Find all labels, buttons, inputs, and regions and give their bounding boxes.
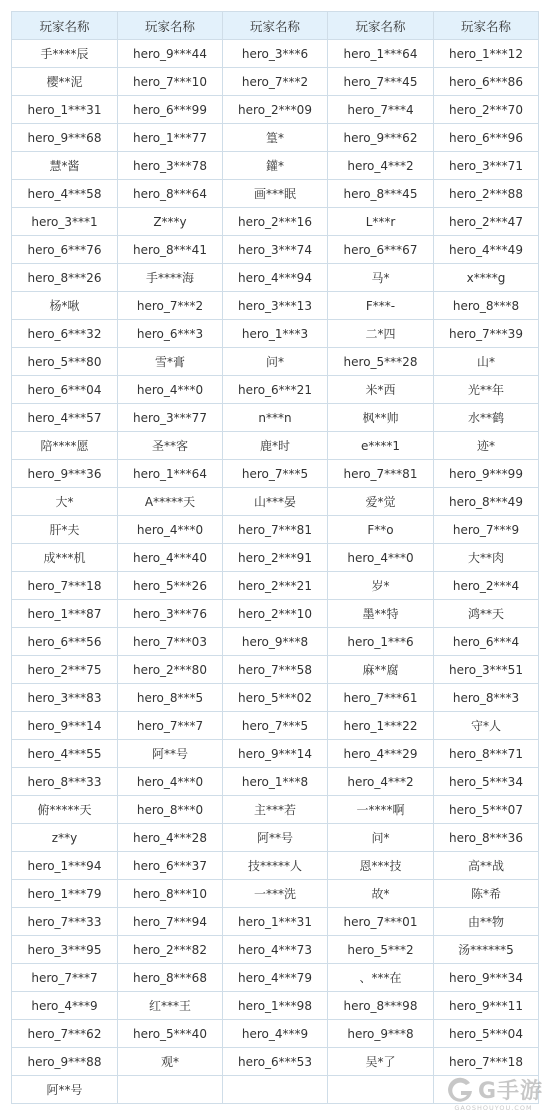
- player-name-cell: hero_5***28: [328, 348, 434, 376]
- player-name-cell: hero_3***13: [223, 292, 328, 320]
- player-name-cell: hero_2***10: [223, 600, 328, 628]
- player-name-cell: 山***晏: [223, 488, 328, 516]
- player-name-cell: 观*: [118, 1048, 223, 1076]
- player-name-cell: 二*四: [328, 320, 434, 348]
- player-name-cell: hero_6***4: [434, 628, 539, 656]
- player-name-cell: 技*****人: [223, 852, 328, 880]
- table-row: [12, 376, 539, 404]
- player-name-cell: hero_6***3: [118, 320, 223, 348]
- player-name-cell: hero_9***34: [434, 964, 539, 992]
- player-name-cell: hero_1***77: [118, 124, 223, 152]
- player-name-cell: 画***眠: [223, 180, 328, 208]
- player-name-cell: hero_3***74: [223, 236, 328, 264]
- player-name-cell: hero_9***99: [434, 460, 539, 488]
- player-name-cell: hero_4***9: [12, 992, 118, 1020]
- table-body: [12, 40, 539, 1104]
- player-name-cell: hero_5***04: [434, 1020, 539, 1048]
- player-name-cell: 汤******5: [434, 936, 539, 964]
- player-name-cell: hero_9***8: [328, 1020, 434, 1048]
- table-row: [12, 796, 539, 824]
- table-row: [12, 712, 539, 740]
- player-name-cell: hero_2***91: [223, 544, 328, 572]
- player-name-cell: 一***洗: [223, 880, 328, 908]
- column-header: 玩家名称: [118, 12, 223, 40]
- table-row: [12, 152, 539, 180]
- table-row: [12, 516, 539, 544]
- player-name-cell: hero_9***8: [223, 628, 328, 656]
- player-name-cell: hero_3***78: [118, 152, 223, 180]
- player-name-cell: 篁*: [223, 124, 328, 152]
- player-name-cell: hero_8***10: [118, 880, 223, 908]
- player-name-cell: n***n: [223, 404, 328, 432]
- player-name-cell: 大**肉: [434, 544, 539, 572]
- player-name-cell: 杨*啾: [12, 292, 118, 320]
- player-name-cell: 阿**号: [12, 1076, 118, 1104]
- table-row: [12, 740, 539, 768]
- table-row: [12, 404, 539, 432]
- player-name-cell: hero_9***36: [12, 460, 118, 488]
- player-name-cell: 问*: [223, 348, 328, 376]
- player-name-cell: hero_4***0: [118, 376, 223, 404]
- player-name-cell: hero_5***34: [434, 768, 539, 796]
- player-name-cell: hero_6***37: [118, 852, 223, 880]
- table-row: [12, 40, 539, 68]
- player-name-cell: 水**鹤: [434, 404, 539, 432]
- player-name-cell: hero_1***31: [223, 908, 328, 936]
- player-name-cell: hero_7***33: [12, 908, 118, 936]
- player-name-cell: 俯*****天: [12, 796, 118, 824]
- player-name-cell: hero_3***76: [118, 600, 223, 628]
- player-name-cell: 圣**客: [118, 432, 223, 460]
- player-name-cell: hero_9***14: [12, 712, 118, 740]
- player-name-cell: hero_3***51: [434, 656, 539, 684]
- table-row: [12, 292, 539, 320]
- player-name-cell: hero_3***77: [118, 404, 223, 432]
- player-name-cell: 红***王: [118, 992, 223, 1020]
- player-name-cell: 山*: [434, 348, 539, 376]
- table-row: [12, 1048, 539, 1076]
- player-name-cell: 枫**帅: [328, 404, 434, 432]
- player-name-cell: hero_6***53: [223, 1048, 328, 1076]
- player-name-cell: hero_4***94: [223, 264, 328, 292]
- player-name-cell: hero_7***5: [223, 712, 328, 740]
- player-name-cell: 岁*: [328, 572, 434, 600]
- player-name-cell: hero_4***57: [12, 404, 118, 432]
- player-name-cell: hero_8***26: [12, 264, 118, 292]
- player-table-container: [11, 11, 539, 1104]
- player-name-cell: hero_4***9: [223, 1020, 328, 1048]
- table-row: [12, 460, 539, 488]
- player-name-cell: e****1: [328, 432, 434, 460]
- player-name-cell: hero_1***12: [434, 40, 539, 68]
- player-name-cell: hero_1***31: [12, 96, 118, 124]
- player-name-cell: hero_4***2: [328, 768, 434, 796]
- g-logo-icon: [444, 1073, 476, 1105]
- player-name-cell: hero_6***67: [328, 236, 434, 264]
- table-row: [12, 320, 539, 348]
- player-name-cell: hero_4***49: [434, 236, 539, 264]
- player-name-cell: hero_9***62: [328, 124, 434, 152]
- player-name-cell: hero_4***2: [328, 152, 434, 180]
- player-name-cell: F**o: [328, 516, 434, 544]
- player-name-cell: 光**年: [434, 376, 539, 404]
- player-name-cell: hero_4***55: [12, 740, 118, 768]
- player-name-cell: hero_8***36: [434, 824, 539, 852]
- player-name-cell: 恩***技: [328, 852, 434, 880]
- player-name-cell: 肝*夫: [12, 516, 118, 544]
- player-name-cell: hero_1***79: [12, 880, 118, 908]
- player-name-cell: hero_2***47: [434, 208, 539, 236]
- player-name-cell: hero_8***68: [118, 964, 223, 992]
- player-name-cell: hero_7***58: [223, 656, 328, 684]
- player-name-cell: hero_6***96: [434, 124, 539, 152]
- player-name-cell: 高**战: [434, 852, 539, 880]
- watermark-logo-text: G手游: [477, 1078, 543, 1104]
- player-name-cell: hero_6***04: [12, 376, 118, 404]
- player-name-cell: hero_1***3: [223, 320, 328, 348]
- player-name-cell: 陪****愿: [12, 432, 118, 460]
- player-name-cell: 陈*希: [434, 880, 539, 908]
- table-row: [12, 684, 539, 712]
- player-name-cell: hero_7***39: [434, 320, 539, 348]
- column-header: 玩家名称: [223, 12, 328, 40]
- player-name-cell: hero_8***71: [434, 740, 539, 768]
- player-name-cell: [328, 1076, 434, 1104]
- player-name-cell: 慧*酱: [12, 152, 118, 180]
- table-row: [12, 852, 539, 880]
- player-name-cell: hero_1***98: [223, 992, 328, 1020]
- player-name-cell: hero_4***29: [328, 740, 434, 768]
- table-row: [12, 96, 539, 124]
- player-name-cell: hero_5***80: [12, 348, 118, 376]
- player-name-cell: hero_7***81: [223, 516, 328, 544]
- player-name-cell: hero_5***40: [118, 1020, 223, 1048]
- player-name-cell: 一****啊: [328, 796, 434, 824]
- player-name-cell: hero_1***64: [118, 460, 223, 488]
- player-name-cell: hero_7***10: [118, 68, 223, 96]
- player-name-cell: hero_2***82: [118, 936, 223, 964]
- player-name-cell: hero_6***32: [12, 320, 118, 348]
- player-name-cell: hero_7***7: [12, 964, 118, 992]
- player-name-cell: hero_3***83: [12, 684, 118, 712]
- player-name-cell: hero_6***56: [12, 628, 118, 656]
- player-name-cell: 爱*觉: [328, 488, 434, 516]
- player-name-cell: hero_2***21: [223, 572, 328, 600]
- player-name-cell: 麻**腐: [328, 656, 434, 684]
- table-row: [12, 880, 539, 908]
- player-name-cell: 、***在: [328, 964, 434, 992]
- player-name-cell: hero_5***02: [223, 684, 328, 712]
- table-row: [12, 964, 539, 992]
- player-name-cell: hero_5***07: [434, 796, 539, 824]
- player-name-cell: 迹*: [434, 432, 539, 460]
- player-name-cell: hero_3***1: [12, 208, 118, 236]
- player-name-cell: hero_2***70: [434, 96, 539, 124]
- player-name-cell: hero_4***0: [118, 516, 223, 544]
- player-name-cell: hero_1***8: [223, 768, 328, 796]
- player-name-cell: 阿**号: [118, 740, 223, 768]
- player-name-cell: hero_2***16: [223, 208, 328, 236]
- table-row: [12, 236, 539, 264]
- player-name-cell: hero_9***14: [223, 740, 328, 768]
- player-name-cell: 樱**泥: [12, 68, 118, 96]
- player-name-cell: hero_7***9: [434, 516, 539, 544]
- table-row: [12, 656, 539, 684]
- player-name-cell: hero_8***64: [118, 180, 223, 208]
- player-table: [11, 11, 539, 1104]
- player-name-cell: 守*人: [434, 712, 539, 740]
- table-row: [12, 488, 539, 516]
- table-row: [12, 348, 539, 376]
- table-row: [12, 768, 539, 796]
- player-name-cell: 问*: [328, 824, 434, 852]
- player-name-cell: 手****海: [118, 264, 223, 292]
- player-name-cell: z**y: [12, 824, 118, 852]
- player-name-cell: hero_1***6: [328, 628, 434, 656]
- player-name-cell: hero_4***0: [118, 768, 223, 796]
- column-header: 玩家名称: [434, 12, 539, 40]
- player-name-cell: hero_7***62: [12, 1020, 118, 1048]
- player-name-cell: hero_2***4: [434, 572, 539, 600]
- table-row: [12, 936, 539, 964]
- player-name-cell: hero_4***73: [223, 936, 328, 964]
- player-name-cell: hero_8***49: [434, 488, 539, 516]
- table-row: [12, 628, 539, 656]
- table-row: [12, 600, 539, 628]
- player-name-cell: hero_1***94: [12, 852, 118, 880]
- player-name-cell: hero_7***94: [118, 908, 223, 936]
- player-name-cell: hero_9***44: [118, 40, 223, 68]
- player-name-cell: hero_8***3: [434, 684, 539, 712]
- player-name-cell: hero_8***33: [12, 768, 118, 796]
- header-row: [12, 12, 539, 40]
- table-row: [12, 1020, 539, 1048]
- watermark-url: GAOSHOUYOU.COM: [454, 1104, 533, 1112]
- player-name-cell: hero_6***86: [434, 68, 539, 96]
- table-header: [12, 12, 539, 40]
- player-name-cell: A*****天: [118, 488, 223, 516]
- player-name-cell: hero_3***71: [434, 152, 539, 180]
- player-name-cell: hero_1***87: [12, 600, 118, 628]
- player-name-cell: hero_7***03: [118, 628, 223, 656]
- player-name-cell: hero_1***22: [328, 712, 434, 740]
- player-name-cell: hero_4***28: [118, 824, 223, 852]
- player-name-cell: hero_6***76: [12, 236, 118, 264]
- column-header: 玩家名称: [328, 12, 434, 40]
- player-name-cell: 鑵*: [223, 152, 328, 180]
- player-name-cell: hero_7***81: [328, 460, 434, 488]
- player-name-cell: Z***y: [118, 208, 223, 236]
- player-name-cell: hero_8***0: [118, 796, 223, 824]
- player-name-cell: 吴*了: [328, 1048, 434, 1076]
- player-name-cell: hero_7***4: [328, 96, 434, 124]
- player-name-cell: 鹿*时: [223, 432, 328, 460]
- player-name-cell: 墨**特: [328, 600, 434, 628]
- player-name-cell: hero_3***95: [12, 936, 118, 964]
- player-name-cell: 手****辰: [12, 40, 118, 68]
- player-name-cell: hero_9***11: [434, 992, 539, 1020]
- player-name-cell: 雪*膏: [118, 348, 223, 376]
- player-name-cell: hero_8***45: [328, 180, 434, 208]
- player-name-cell: hero_7***61: [328, 684, 434, 712]
- player-name-cell: hero_4***40: [118, 544, 223, 572]
- player-name-cell: x****g: [434, 264, 539, 292]
- player-name-cell: L***r: [328, 208, 434, 236]
- player-name-cell: hero_7***18: [12, 572, 118, 600]
- player-name-cell: hero_7***7: [118, 712, 223, 740]
- player-name-cell: 成***机: [12, 544, 118, 572]
- player-name-cell: hero_9***68: [12, 124, 118, 152]
- player-name-cell: hero_1***64: [328, 40, 434, 68]
- player-name-cell: 阿**号: [223, 824, 328, 852]
- player-name-cell: 马*: [328, 264, 434, 292]
- player-name-cell: hero_4***0: [328, 544, 434, 572]
- player-name-cell: hero_6***99: [118, 96, 223, 124]
- player-name-cell: hero_2***88: [434, 180, 539, 208]
- player-name-cell: F***-: [328, 292, 434, 320]
- player-name-cell: 故*: [328, 880, 434, 908]
- player-name-cell: [223, 1076, 328, 1104]
- player-name-cell: hero_7***18: [434, 1048, 539, 1076]
- table-row: [12, 432, 539, 460]
- player-name-cell: 主***若: [223, 796, 328, 824]
- player-name-cell: hero_6***21: [223, 376, 328, 404]
- player-name-cell: 鸿**天: [434, 600, 539, 628]
- player-name-cell: hero_7***01: [328, 908, 434, 936]
- column-header: 玩家名称: [12, 12, 118, 40]
- player-name-cell: hero_8***8: [434, 292, 539, 320]
- player-name-cell: hero_5***26: [118, 572, 223, 600]
- player-name-cell: hero_4***79: [223, 964, 328, 992]
- player-name-cell: hero_2***75: [12, 656, 118, 684]
- table-row: [12, 68, 539, 96]
- watermark: [444, 1073, 543, 1112]
- player-name-cell: hero_5***2: [328, 936, 434, 964]
- player-name-cell: hero_7***5: [223, 460, 328, 488]
- player-name-cell: hero_8***98: [328, 992, 434, 1020]
- table-row: [12, 572, 539, 600]
- table-row: [12, 824, 539, 852]
- player-name-cell: hero_2***09: [223, 96, 328, 124]
- player-name-cell: 大*: [12, 488, 118, 516]
- player-name-cell: hero_2***80: [118, 656, 223, 684]
- table-row: [12, 908, 539, 936]
- player-name-cell: [118, 1076, 223, 1104]
- player-name-cell: hero_9***88: [12, 1048, 118, 1076]
- player-name-cell: hero_7***2: [223, 68, 328, 96]
- player-name-cell: hero_4***58: [12, 180, 118, 208]
- table-row: [12, 264, 539, 292]
- player-name-cell: 由**物: [434, 908, 539, 936]
- player-name-cell: hero_8***5: [118, 684, 223, 712]
- table-row: [12, 208, 539, 236]
- player-name-cell: hero_7***45: [328, 68, 434, 96]
- player-name-cell: hero_7***2: [118, 292, 223, 320]
- table-row: [12, 124, 539, 152]
- player-name-cell: hero_8***41: [118, 236, 223, 264]
- player-name-cell: hero_3***6: [223, 40, 328, 68]
- player-name-cell: 米*西: [328, 376, 434, 404]
- table-row: [12, 544, 539, 572]
- table-row: [12, 992, 539, 1020]
- table-row: [12, 180, 539, 208]
